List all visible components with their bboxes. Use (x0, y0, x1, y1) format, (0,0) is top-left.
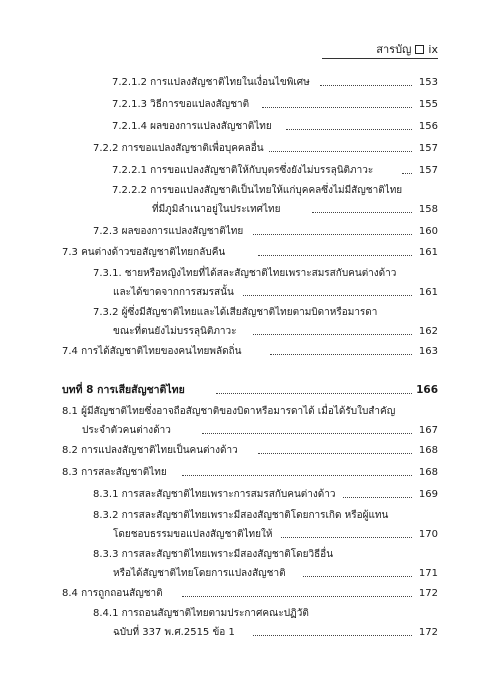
toc-entry-title: 8.4 การถูกถอนสัญชาติ (62, 588, 167, 599)
toc-page-number: 172 (415, 625, 438, 640)
toc-chapter-entry[interactable] (62, 383, 438, 398)
dot-leader (243, 295, 412, 296)
toc-page-number: 163 (415, 344, 438, 359)
dot-leader (202, 433, 412, 434)
toc-entry[interactable] (93, 141, 438, 156)
toc-page-number: 166 (412, 383, 438, 398)
toc-entry[interactable] (93, 547, 438, 581)
toc-entry-title: 7.2.2.2 การขอแปลงสัญชาติเป็นไทยให้แก่บุคคลซึ่งไม่มีสัญชาติไทย (112, 185, 406, 196)
toc-entry[interactable] (112, 119, 438, 134)
toc-entry-title-continued: โดยชอบธรรมขอแปลงสัญชาติไทยให้ (113, 529, 276, 540)
toc-entry[interactable] (112, 183, 438, 217)
dot-leader (182, 596, 412, 597)
toc-entry-title: 7.3 คนต่างด้าวขอสัญชาติไทยกลับคืน (62, 247, 229, 258)
toc-entry[interactable] (93, 606, 438, 640)
toc-entry[interactable] (62, 465, 438, 480)
toc-entry-title-continued: ที่มีภูมิลำเนาอยู่ในประเทศไทย (152, 204, 285, 215)
toc-entry-title: 7.3.2 ผู้ซึ่งมีสัญชาติไทยและได้เสียสัญชาติไทยตามบิดาหรือมารดา (93, 307, 381, 318)
toc-entry-title: 8.2 การแปลงสัญชาติไทยเป็นคนต่างด้าว (62, 445, 242, 456)
dot-leader (269, 151, 412, 152)
toc-entry-title: 8.3.2 การสละสัญชาติไทยเพราะมีสองสัญชาติโดยการเกิด หรือผู้แทน (93, 510, 392, 521)
dot-leader (258, 255, 412, 256)
chapter-title: บทที่ 8 การเสียสัญชาติไทย (62, 384, 189, 396)
toc-page-number: 161 (415, 285, 438, 300)
dot-leader (270, 354, 412, 355)
toc-entry-title: 8.1 ผู้มีสัญชาติไทยซึ่งอาจถือสัญชาติของบิดาหรือมารดาได้ เมื่อได้รับใบสำคัญ (62, 406, 399, 417)
toc-entry[interactable] (93, 487, 438, 502)
toc-page-number: 155 (415, 97, 438, 112)
toc-entry[interactable] (62, 443, 438, 458)
toc-entry-title: 7.3.1. ชายหรือหญิงไทยที่ได้สละสัญชาติไทยเพราะสมรสกับคนต่างด้าว (93, 268, 400, 279)
dot-leader (182, 475, 412, 476)
toc-entry-title: 7.2.2.1 การขอแปลงสัญชาติให้กับบุตรซึ่งยังไม่บรรลุนิติภาวะ (112, 165, 377, 176)
toc-entry[interactable] (62, 586, 438, 601)
square-icon (415, 45, 424, 54)
toc-entry-title-continued: หรือได้สัญชาติไทยโดยการแปลงสัญชาติ (113, 568, 290, 579)
toc-entry[interactable] (112, 75, 438, 90)
toc-entry-title-continued: และได้ขาดจากการสมรสนั้น (113, 287, 238, 298)
header-title: สารบัญ (376, 43, 412, 56)
dot-leader (320, 85, 412, 86)
toc-entry[interactable] (112, 163, 438, 178)
toc-page-number: 170 (415, 527, 438, 542)
toc-entry-title: 8.4.1 การถอนสัญชาติไทยตามประกาศคณะปฏิวัติ (93, 608, 313, 619)
dot-leader (343, 497, 412, 498)
toc-entry-title-continued: ประจำตัวคนต่างด้าว (82, 425, 175, 436)
dot-leader (253, 234, 412, 235)
toc-page-number: 172 (415, 586, 438, 601)
toc-entry[interactable] (93, 508, 438, 542)
toc-page-number: 169 (415, 487, 438, 502)
toc-entry-title-continued: ขณะที่ตนยังไม่บรรลุนิติภาวะ (113, 326, 241, 337)
dot-leader (253, 334, 412, 335)
dot-leader (253, 635, 412, 636)
toc-page-number: 157 (415, 141, 438, 156)
toc-entry-title: 8.3.3 การสละสัญชาติไทยเพราะมีสองสัญชาติโดยวิธีอื่น (93, 549, 337, 560)
toc-page-number: 168 (415, 443, 438, 458)
toc-entry[interactable] (62, 404, 438, 438)
toc-entry-title: 7.4 การได้สัญชาติไทยของคนไทยพลัดถิ่น (62, 346, 245, 357)
toc-entry-title-continued: ฉบับที่ 337 พ.ศ.2515 ข้อ 1 (113, 627, 239, 638)
toc-entry[interactable] (112, 97, 438, 112)
toc-entry-title: 8.3.1 การสละสัญชาติไทยเพราะการสมรสกับคนต่างด้าว (93, 489, 340, 500)
toc-page-number: 160 (415, 224, 438, 239)
toc-page-number: 167 (415, 423, 438, 438)
toc-entry[interactable] (93, 305, 438, 339)
toc-page-number: 162 (415, 324, 438, 339)
dot-leader (312, 212, 412, 213)
dot-leader (281, 537, 412, 538)
toc-entry-title: 8.3 การสละสัญชาติไทย (62, 467, 171, 478)
toc-entry-title: 7.2.2 การขอแปลงสัญชาติเพื่อบุคคลอื่น (93, 143, 268, 154)
toc-entry-title: 7.2.1.4 ผลของการแปลงสัญชาติไทย (112, 121, 276, 132)
dot-leader (262, 107, 412, 108)
header-rule (322, 58, 438, 59)
toc-entry[interactable] (62, 344, 438, 359)
dot-leader (258, 453, 412, 454)
toc-page-number: 157 (415, 163, 438, 178)
dot-leader (216, 393, 412, 394)
toc-page-number: 158 (415, 202, 438, 217)
page-header (376, 40, 438, 58)
toc-entry-title: 7.2.1.3 วิธีการขอแปลงสัญชาติ (112, 99, 253, 110)
toc-page-number: 161 (415, 245, 438, 260)
dot-leader (286, 129, 412, 130)
dot-leader (303, 576, 412, 577)
toc-entry[interactable] (62, 245, 438, 260)
toc-page-number: 168 (415, 465, 438, 480)
toc-page-number: 171 (415, 566, 438, 581)
header-page-number: ix (428, 42, 438, 56)
toc-page-number: 153 (415, 75, 438, 90)
toc-page-number: 156 (415, 119, 438, 134)
toc-entry[interactable] (93, 224, 438, 239)
toc-entry-title: 7.2.3 ผลของการแปลงสัญชาติไทย (93, 226, 247, 237)
dot-leader (402, 173, 412, 174)
toc-entry-title: 7.2.1.2 การแปลงสัญชาติไทยในเงื่อนไขพิเศษ (112, 77, 314, 88)
toc-entry[interactable] (93, 266, 438, 300)
